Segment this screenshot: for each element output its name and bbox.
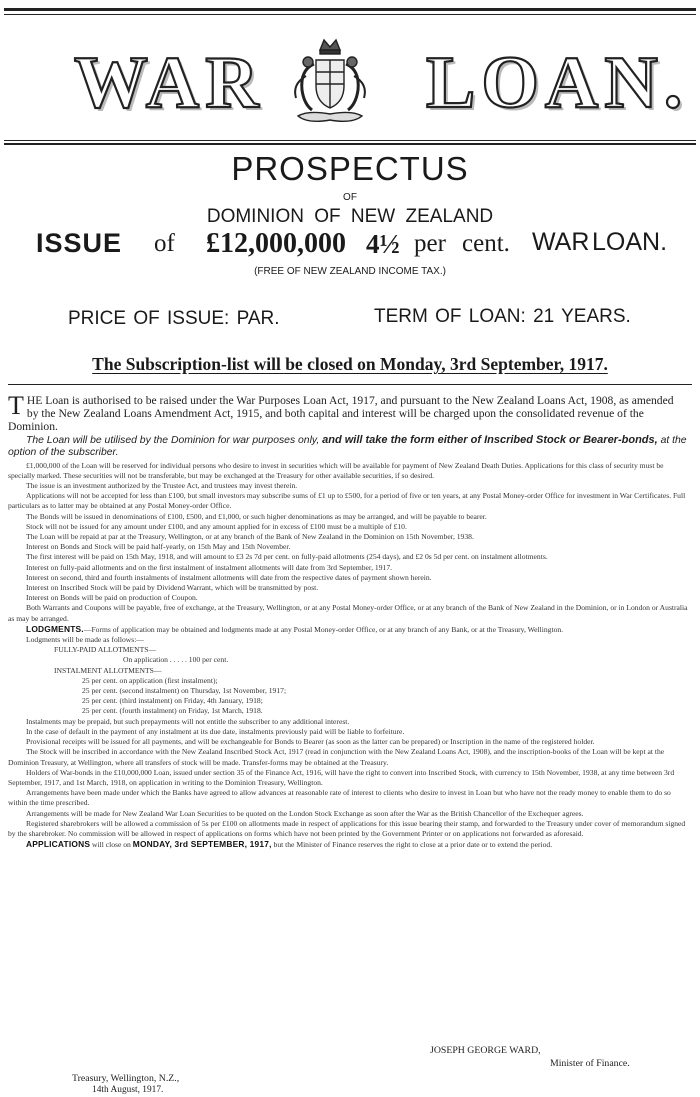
paragraph-lodgments-follows: Lodgments will be made as follows:—	[26, 635, 144, 645]
intro-paragraph	[8, 391, 688, 434]
header-rule-thick	[4, 143, 696, 145]
lodgments-text: —Forms of application may be obtained and lodgments made at any Postal Money-order Office, or at any branch of any Bank, or at the Treasury, Wellington.	[83, 624, 564, 634]
dominion-title: DOMINION OF NEW ZEALAND	[206, 206, 494, 227]
instalment-heading: INSTALMENT ALLOTMENTS—	[54, 665, 162, 675]
utilisation-tail: at the option of the subscriber.	[8, 434, 687, 458]
paragraph-warrants-coupons: Both Warrants and Coupons will be payable, free of exchange, at the Treasury, Wellington, or at any Postal Money-order Office, or at any branch of the Bank of New Zealand in the Dominion, or in London or Australia as may be arranged.	[8, 603, 688, 623]
issue-prefix: ISSUE	[36, 228, 123, 258]
paragraph-first-interest: The first interest will be paid on 15th May, 1918, and will amount to £3 2s 7d per cent. on fully-paid allotments (254 days), and £2 0s 5d per cent. on instalment allotments.	[26, 552, 548, 562]
paragraph-dividend-warrant: Interest on Inscribed Stock will be paid by Dividend Warrant, which will be transmitted by post.	[26, 583, 319, 593]
instalment-1: 25 per cent. on application (first instalment);	[82, 675, 218, 685]
paragraph-bonds: The Bonds will be issued in denominations of £100, £500, and £1,000, or such higher denominations as may be arranged, and will be payable to bearer.	[26, 511, 487, 521]
paragraph-repayment: The Loan will be repaid at par at the Treasury, Wellington, or at any branch of the Bank of New Zealand in the Dominion on 15th November, 1938.	[26, 532, 474, 542]
utilisation-bold: and will take the form either of Inscribed Stock or Bearer-bonds,	[322, 433, 658, 446]
issue-place: Treasury, Wellington, N.Z.,	[72, 1073, 180, 1084]
paragraph-london-quotation: Arrangements will be made for New Zealand War Loan Securities to be quoted on the London Stock Exchange as soon after the War as the British Chancellor of the Exchequer agrees.	[26, 808, 584, 818]
fully-paid-heading: FULLY-PAID ALLOTMENTS—	[54, 645, 157, 655]
paragraph-interest: Interest on Bonds and Stock will be paid half-yearly, on 15th May and 15th November.	[26, 542, 291, 552]
issue-amount: £12,000,000	[206, 228, 346, 259]
price-of-issue: PRICE OF ISSUE: PAR.	[68, 308, 280, 329]
prospectus-body	[8, 391, 688, 850]
issue-loan: LOAN.	[592, 228, 668, 256]
headline-war: WAR	[74, 42, 265, 124]
issue-of: of	[154, 230, 175, 257]
lodgments-label: LODGMENTS.	[26, 623, 84, 634]
paragraph-default: In the case of default in the payment of any instalment at its due date, instalments previously paid will be liable to forfeiture.	[26, 726, 405, 736]
instalment-4: 25 per cent. (fourth instalment) on Friday, 1st March, 1918.	[82, 706, 263, 716]
issue-date: 14th August, 1917.	[92, 1085, 164, 1095]
headline-loan: LOAN.	[426, 42, 689, 124]
issue-per: per	[414, 230, 446, 257]
paragraph-death-duties: £1,000,000 of the Loan will be reserved for individual persons who desire to invest in securities which will be available for payment of New Zealand Death Duties. Applications for this class of security must be specially marked. These securities will not be transferable, but may be exchanged at the Treasury for other available securities, if so desired.	[8, 460, 664, 480]
of-label: OF	[343, 192, 357, 203]
header-rule-thin	[4, 140, 696, 141]
term-of-loan: TERM OF LOAN: 21 YEARS.	[374, 306, 631, 327]
utilisation-lead: The Loan will be utilised by the Dominion for war purposes only,	[26, 434, 320, 446]
top-rule-thin	[4, 14, 696, 15]
drop-cap: T	[8, 391, 24, 420]
paragraph-trustee: The issue is an investment authorized by the Trustee Act, and trustees may invest therein.	[26, 481, 298, 491]
paragraph-prepaid: Instalments may be prepaid, but such prepayments will not entitle the subscriber to any additional interest.	[26, 716, 350, 726]
on-application-line: On application . . . . . 100 per cent.	[123, 655, 229, 665]
paragraph-applications: Applications will not be accepted for less than £100, but small investors may subscribe sums of £1 up to £500, for a period of five or ten years, at any Postal Money-order Office for investment in War Certificates. Full particulars as to latter may be obtained at any Postal Money-order Office.	[8, 491, 686, 511]
applications-date: MONDAY, 3rd SEPTEMBER, 1917,	[132, 839, 272, 850]
paragraph-inscribed-stock: The Stock will be inscribed in accordance with the New Zealand Inscribed Stock Act, 1917 (read in conjunction with the New Zealand Loans Act, 1908), and the inscription-books of the Loan will be kept at the Dominion Treasury, at Wellington, where all transfers of stock will be made. Transfer-forms may be obtained at the Treasury.	[8, 747, 665, 767]
applications-label: APPLICATIONS	[26, 839, 91, 850]
applications-mid: will close on	[92, 840, 131, 850]
paragraph-coupon: Interest on Bonds will be paid on production of Coupon.	[26, 593, 198, 603]
coat-of-arms-icon	[286, 36, 374, 130]
paragraph-conversion: Holders of War-bonds in the £10,000,000 Loan, issued under section 35 of the Finance Act, 1916, will have the right to convert into Inscribed Stock, with currency to 15th November, 1938, at any time between 3rd September, 1917, and 1st March, 1918, on application in writing to the Dominion Treasury, Wellington.	[8, 767, 675, 787]
paragraph-provisional-receipts: Provisional receipts will be issued for all payments, and will be exchangeable for Bonds to Bearer (as soon as the latter can be prepared) or Inscription in the name of the registered holder.	[26, 737, 595, 747]
paragraph-sharebrokers: Registered sharebrokers will be allowed a commission of 5s per £100 on allotments made in respect of applications for this issue bearing their stamp, and forwarded to the Treasury under cover of memorandum signed by the sharebroker. No commission will be allowed in respect of applications on forms which have not been printed by the Government Printer or on applications not forwarded as aforesaid.	[8, 818, 686, 838]
intro-text: HE Loan is authorised to be raised under the War Purposes Loan Act, 1917, and pursuant to the New Zealand Loans Act, 1908, as amended by the New Zealand Loans Amendment Act, 1915, and both capital and interest will be charged upon the consolidated revenue of the Dominion.	[8, 394, 674, 434]
applications-tail: but the Minister of Finance reserves the right to close at a prior date or to extend the period.	[273, 840, 553, 850]
paragraph-closing	[8, 839, 688, 850]
prospectus-title: PROSPECTUS	[231, 150, 469, 187]
tax-note: (FREE OF NEW ZEALAND INCOME TAX.)	[254, 266, 446, 277]
subscription-notice: The Subscription-list will be closed on Monday, 3rd September, 1917.	[92, 354, 608, 374]
instalment-2: 25 per cent. (second instalment) on Thursday, 1st November, 1917;	[82, 686, 287, 696]
paragraph-later-instalments: Interest on second, third and fourth instalments of instalment allotments will date from the respective dates of payment shown herein.	[26, 572, 432, 582]
paragraph-stock: Stock will not be issued for any amount under £100, and any amount applied for in excess of £100 must be a multiple of £10.	[26, 521, 407, 531]
issue-line	[36, 228, 668, 260]
paragraph-bank-advances: Arrangements have been made under which the Banks have agreed to allow advances at reasonable rate of interest to clients who desire to invest in Loan but who have not the ready money to enable them to do so within the time prescribed.	[8, 788, 671, 808]
issue-war: WAR	[532, 228, 590, 256]
issue-cent: cent.	[462, 230, 510, 257]
issue-rate: 4½	[366, 229, 400, 259]
notice-rule	[8, 384, 692, 385]
instalment-3: 25 per cent. (third instalment) on Friday, 4th January, 1918;	[82, 696, 263, 706]
utilisation-statement	[8, 434, 688, 459]
signatory-title: Minister of Finance.	[550, 1058, 630, 1069]
signatory-name: JOSEPH GEORGE WARD,	[430, 1045, 541, 1056]
top-rule-thick	[4, 8, 696, 11]
paragraph-lodgments	[8, 624, 688, 635]
paragraph-interest-date: Interest on fully-paid allotments and on the first instalment of instalment allotments will date from 3rd September, 1917.	[26, 562, 393, 572]
